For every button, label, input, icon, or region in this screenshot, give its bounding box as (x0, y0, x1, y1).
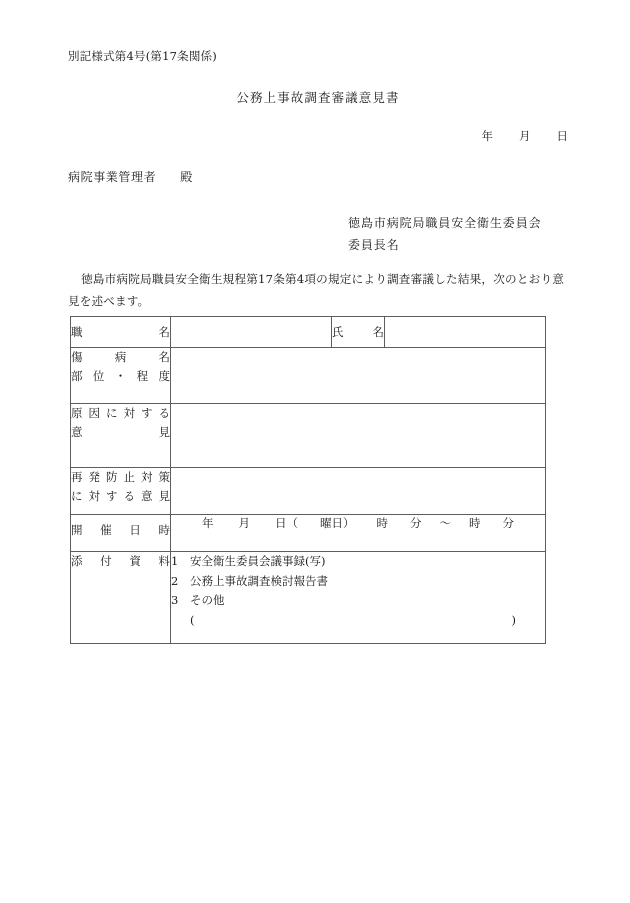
char: 度 (158, 369, 170, 383)
label-person-name (332, 317, 385, 348)
label-attachments (71, 552, 171, 644)
char: 再 (71, 470, 83, 484)
char: 時 (158, 523, 170, 537)
field-prevention-opinion[interactable] (171, 468, 546, 515)
dt-year: 年 (202, 516, 214, 530)
char: 氏 (332, 325, 344, 339)
char: 対 (141, 470, 153, 484)
issuer-organization: 徳島市病院局職員安全衛生委員会 (348, 216, 542, 230)
char: 原 (71, 406, 83, 420)
label-cause-line2 (71, 423, 170, 442)
date-line (0, 128, 630, 144)
label-injury-line2 (71, 367, 170, 386)
char: 策 (158, 470, 170, 484)
label-cause-line1 (71, 404, 170, 423)
label-cause-opinion (71, 404, 171, 468)
char: る (123, 489, 135, 503)
issuer-block (348, 212, 542, 256)
field-attachments (171, 552, 546, 644)
char: 資 (129, 554, 141, 568)
char: す (141, 406, 153, 420)
char: 意 (141, 489, 153, 503)
table-row-attachments (71, 552, 546, 644)
char: 職 (71, 325, 83, 339)
paren-close: ) (511, 612, 516, 627)
attachment-item[interactable] (171, 552, 545, 572)
char: 催 (100, 523, 112, 537)
char: 名 (158, 325, 170, 339)
char: 見 (158, 425, 170, 439)
dt-minute-start: 分 (410, 516, 422, 530)
char: す (106, 489, 118, 503)
char: 開 (71, 523, 83, 537)
date-year-label: 年 (481, 129, 493, 143)
table-row-prevention-opinion (71, 468, 546, 515)
char: 名 (372, 325, 384, 339)
char: 対 (88, 489, 100, 503)
attachment-number: 1 (171, 554, 179, 568)
label-injury (71, 348, 171, 404)
field-injury[interactable] (171, 348, 546, 404)
field-person-name[interactable] (385, 317, 546, 348)
dt-weekday-close: 曜日） (320, 516, 355, 530)
attachment-item[interactable] (171, 572, 545, 592)
char: 病 (114, 350, 127, 364)
char: 名 (158, 350, 170, 364)
char: 対 (123, 406, 135, 420)
attachment-number: 3 (171, 593, 179, 607)
dt-minute-end: 分 (502, 516, 514, 530)
attachment-label: その他 (190, 593, 225, 607)
char: 程 (136, 369, 149, 383)
date-day-label: 日 (556, 129, 568, 143)
label-prevention-line1 (71, 468, 170, 487)
attachment-label: 安全衛生委員会議事録(写) (190, 554, 326, 568)
attachment-label: 公務上事故調査検討報告書 (190, 573, 328, 588)
label-post-name-chars (71, 323, 170, 342)
addressee-honorific: 殿 (180, 170, 193, 184)
char: に (106, 406, 118, 420)
table-row-meeting-datetime (71, 515, 546, 552)
char: 位 (92, 369, 105, 383)
label-meeting-datetime-chars (71, 521, 170, 539)
label-person-name-chars (332, 323, 384, 342)
attachment-other-input[interactable] (171, 611, 516, 631)
char: 意 (71, 425, 83, 439)
label-injury-line1 (71, 348, 170, 367)
field-post-name[interactable] (171, 317, 332, 348)
char: 日 (129, 523, 141, 537)
opinion-form-table (70, 316, 546, 644)
dt-hour-end: 時 (469, 516, 481, 530)
paren-open: ( (190, 612, 195, 627)
attachment-item[interactable] (171, 591, 545, 611)
char: ・ (114, 369, 127, 383)
char: る (158, 406, 170, 420)
dt-hour-start: 時 (376, 516, 388, 530)
field-cause-opinion[interactable] (171, 404, 546, 468)
dt-day-open: 日（ (275, 516, 298, 530)
table-row-cause-opinion (71, 404, 546, 468)
char: 防 (106, 470, 118, 484)
char: 添 (71, 554, 83, 568)
issuer-signatory: 委員長名 (348, 238, 400, 252)
char: 見 (158, 489, 170, 503)
label-attachments-chars (71, 552, 170, 571)
body-paragraph: 徳島市病院局職員安全衛生規程第17条第4項の規定により調査審議した結果，次のとおり意見を述べます。 (68, 272, 564, 308)
char: に (71, 489, 83, 503)
attachment-number: 2 (171, 573, 179, 588)
field-meeting-datetime[interactable] (171, 515, 546, 552)
date-month-label: 月 (519, 129, 531, 143)
char: 因 (88, 406, 100, 420)
char: 傷 (71, 350, 83, 364)
char: 料 (158, 554, 170, 568)
label-prevention-opinion (71, 468, 171, 515)
char: 止 (123, 470, 135, 484)
label-post-name (71, 317, 171, 348)
label-meeting-datetime (71, 515, 171, 552)
dt-month: 月 (238, 516, 250, 530)
char: 発 (88, 470, 100, 484)
document-title: 公務上事故調査審議意見書 (236, 90, 400, 105)
label-prevention-line2 (71, 487, 170, 506)
form-number: 別記様式第4号(第17条関係) (68, 49, 217, 63)
table-row-injury (71, 348, 546, 404)
addressee-line (68, 168, 193, 185)
dt-tilde: ～ (439, 516, 451, 530)
char: 付 (100, 554, 112, 568)
table-row-post-name (71, 317, 546, 348)
addressee-name: 病院事業管理者 (68, 170, 157, 184)
char: 部 (71, 369, 83, 383)
